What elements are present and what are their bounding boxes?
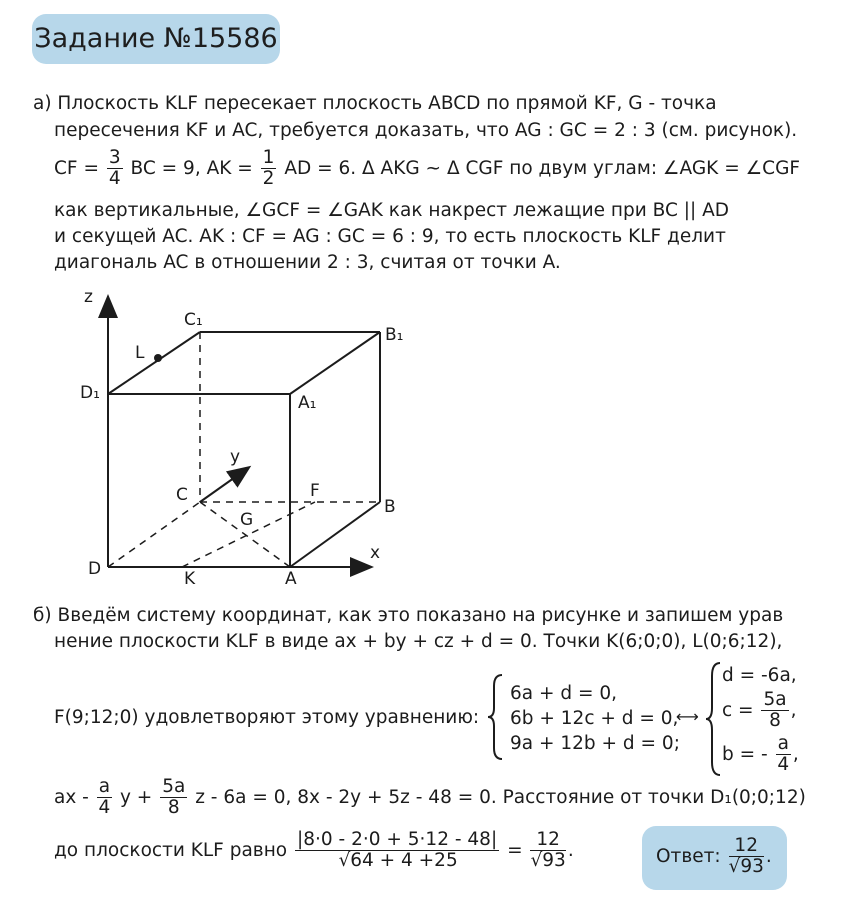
solution-c: c = $\frac{5a}{8}$ , [722, 689, 797, 732]
part-b-line-3: F(9;12;0) удовлетворяют этому уравнению: [54, 707, 480, 728]
fraction-3-4: $\frac{3}{4}$ [108, 147, 121, 190]
label-d1: D₁ [80, 383, 100, 403]
distance-line: до плоскости KLF равно $\frac{|8\cdot 0 - 2\cdot 0 + 5\cdot 12 - 48|}{√64 + 4 +25}$ = $\frac{12}{√93}$ . [54, 829, 574, 872]
edge-b1-a1 [290, 332, 380, 394]
y-axis [200, 468, 248, 502]
solution-d: d = -6a, [722, 665, 797, 686]
hidden-d-c [108, 502, 200, 567]
part-a-line-1: а) Плоскость KLF пересекает плоскость ABCD по прямой KF, G - точка [33, 93, 717, 114]
fraction-5a-over-8: $\frac{5a}{8}$ [162, 776, 186, 819]
label-y: y [230, 447, 241, 467]
point-l [154, 354, 162, 362]
part-a-line-2: пересечения KF и AC, требуется доказать, что AG : GC = 2 : 3 (см. рисунок). [54, 120, 798, 141]
label-k: K [184, 569, 196, 589]
fraction-a-4: $\frac{a}{4}$ [777, 733, 790, 776]
fraction-1-2: $\frac{1}{2}$ [262, 147, 275, 190]
edge-a-b [290, 502, 380, 567]
cf-rest: BC = 9, AK = [130, 157, 253, 179]
part-a-line-6: диагональ AC в отношении 2 : 3, считая от точки A. [54, 252, 561, 273]
distance-fraction: $\frac{|8\cdot 0 - 2\cdot 0 + 5\cdot 12 - 48|}{√64 + 4 +25}$ [297, 829, 498, 872]
system-brace [486, 672, 506, 762]
label-c: C [176, 485, 188, 505]
cube-figure [0, 280, 460, 600]
label-g: G [240, 510, 254, 530]
part-a-line-3 [54, 148, 800, 190]
system-eq-3: 9a + 12b + d = 0; [510, 733, 680, 754]
task-title: Задание №15586 [34, 23, 278, 54]
label-l: L [135, 343, 145, 363]
answer-fraction: $\frac{12}{√93}$ [728, 835, 764, 878]
system-eq-1: 6a + d = 0, [510, 683, 618, 704]
equivalence-arrow: ⟷ [676, 707, 699, 726]
part-a-line-5: и секущей AC. AK : CF = AG : GC = 6 : 9, то есть плоскость KLF делит [54, 226, 726, 247]
part-a-line-4: как вертикальные, ∠GCF = ∠GAK как накрест лежащие при BC || AD [54, 200, 730, 221]
task-title-badge [32, 14, 280, 64]
label-f: F [310, 481, 320, 501]
answer-box [642, 826, 787, 890]
part-b-line-2: нение плоскости KLF в виде ax + by + cz + d = 0. Точки K(6;0;0), L(0;6;12), [54, 631, 783, 652]
label-b: B [384, 497, 396, 517]
label-d: D [88, 559, 102, 579]
result-fraction: $\frac{12}{√93}$ [530, 829, 566, 872]
label-b1: B₁ [385, 325, 404, 345]
label-c1: C₁ [184, 310, 203, 330]
label-a1: A₁ [298, 393, 317, 413]
label-x: x [370, 543, 381, 563]
plane-equation-line: ax - $\frac{a}{4}$ y + $\frac{5a}{8}$ z - 6a = 0, 8x - 2y + 5z - 48 = 0. Расстояние от точки D₁(0;0;12) [54, 776, 806, 819]
solution-b: b = - $\frac{a}{4}$ , [722, 733, 799, 776]
label-z: z [84, 287, 93, 307]
system-eq-2: 6b + 12c + d = 0, [510, 708, 679, 729]
fraction-5a-8: $\frac{5a}{8}$ [763, 689, 787, 732]
solution-brace [704, 660, 724, 778]
edge-d1-c1 [108, 332, 200, 394]
fraction-a-over-4: $\frac{a}{4}$ [98, 776, 111, 819]
part-b-line-1: б) Введём систему координат, как это показано на рисунке и запишем урав [33, 605, 784, 626]
answer-content: Ответ: $\frac{12}{√93}$ . [656, 835, 772, 878]
label-a: A [285, 569, 297, 589]
ak-rest: AD = 6. Δ AKG ~ Δ CGF по двум углам: ∠AGK = ∠CGF [284, 157, 801, 179]
cf-label: CF = [54, 157, 99, 179]
